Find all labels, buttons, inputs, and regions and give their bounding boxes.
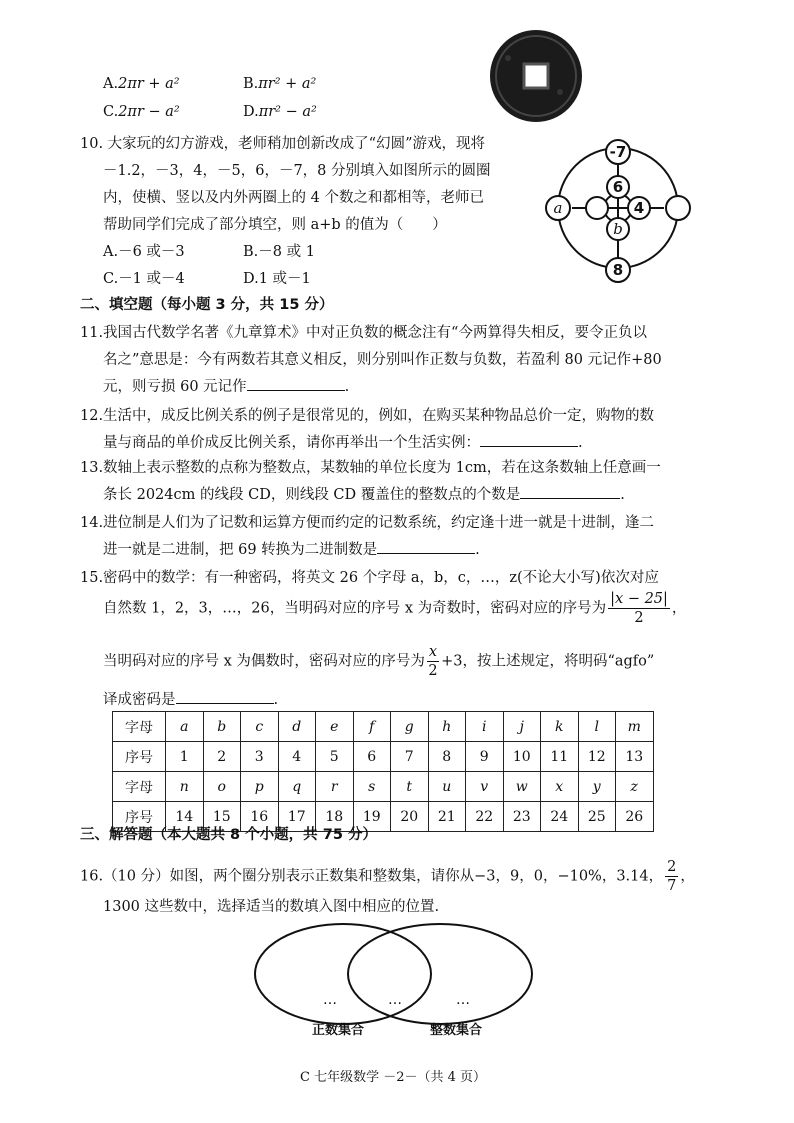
table-cell: 23	[503, 802, 541, 832]
label-inner-bottom: b	[613, 220, 623, 238]
label-bottom: 8	[612, 261, 624, 279]
label-left: a	[553, 199, 563, 217]
q14-line2: 进一就是二进制，把 69 转换为二进制数是 .	[103, 538, 480, 559]
q9-option-d: D.πr² − a²	[243, 104, 317, 120]
table-cell: 18	[316, 802, 354, 832]
venn-left-label: 正数集合	[311, 1023, 365, 1038]
letter-header: 字母	[113, 712, 166, 742]
q15-line4: 译成密码是 .	[103, 688, 278, 709]
q9-option-c: C.2πr − a²	[103, 104, 180, 120]
table-cell: 16	[241, 802, 279, 832]
q12-line1: 12.生活中，成反比例关系的例子是很常见的，例如，在购买某种物品总价一定，购物的数	[80, 408, 655, 424]
q11-line3: 元，则亏损 60 元记作 .	[103, 375, 349, 396]
table-cell: s	[353, 772, 391, 802]
venn-right-label: 整数集合	[429, 1023, 483, 1038]
q16-line1: 16.（10 分）如图，两个圈分别表示正数集和整数集，请你从−3，9，0，−10%，3.14， $\frac{2}{7}$ ，	[80, 859, 695, 894]
table-cell: n	[166, 772, 204, 802]
q13-line1: 13.数轴上表示整数的点称为整数点，某数轴的单位长度为 1cm，若在这条数轴上任意画一	[80, 460, 661, 476]
label-top: -7	[609, 143, 627, 161]
table-cell: w	[503, 772, 541, 802]
table-cell: 12	[578, 742, 616, 772]
table-cell: h	[428, 712, 466, 742]
q11-line2: 名之”意思是：今有两数若其意义相反，则分别叫作正数与负数，若盈利 80 元记作+80	[103, 352, 662, 368]
table-cell: t	[391, 772, 429, 802]
table-cell: l	[578, 712, 616, 742]
q10-option-d: D.1 或－1	[243, 271, 311, 287]
label-inner-right: 4	[633, 199, 645, 217]
table-cell: q	[278, 772, 316, 802]
table-cell: 22	[466, 802, 504, 832]
table-cell: c	[241, 712, 279, 742]
table-cell: o	[203, 772, 241, 802]
q14-answer-blank[interactable]	[377, 539, 475, 554]
q10-line4: 帮助同学们完成了部分填空，则 a+b 的值为（ ）	[103, 217, 447, 233]
positive-set-ellipse	[255, 924, 431, 1024]
q15-line1: 15.密码中的数学：有一种密码，将英文 26 个字母 a，b，c，…，z(不论大小写)依次对应	[80, 570, 659, 586]
table-cell: b	[203, 712, 241, 742]
table-cell: e	[316, 712, 354, 742]
table-cell: d	[278, 712, 316, 742]
magic-circle-diagram	[538, 136, 698, 290]
section2-title: 二、填空题（每小题 3 分，共 15 分）	[80, 297, 334, 313]
table-cell: y	[578, 772, 616, 802]
venn-diagram	[250, 918, 540, 1040]
q12-line2: 量与商品的单价成反比例关系，请你再举出一个生活实例： .	[103, 431, 583, 452]
q10-line1: 10. 大家玩的幻方游戏，老师稍加创新改成了“幻圆”游戏，现将	[80, 136, 485, 152]
table-cell: 4	[278, 742, 316, 772]
table-cell: r	[316, 772, 354, 802]
table-cell: 11	[541, 742, 579, 772]
table-cell: 13	[616, 742, 654, 772]
q10-option-b: B.－8 或 1	[243, 244, 315, 260]
table-cell: 21	[428, 802, 466, 832]
table-cell: 20	[391, 802, 429, 832]
table-cell: 19	[353, 802, 391, 832]
q15-fraction-odd: $\frac{|x - 25|}{2}$	[610, 591, 668, 626]
table-cell: i	[466, 712, 504, 742]
table-row-numbers-1	[113, 742, 654, 772]
table-cell: j	[503, 712, 541, 742]
q10-option-a: A.－6 或－3	[103, 244, 185, 260]
q14-line1: 14.进位制是人们为了记数和运算方便而约定的记数系统，约定逢十进一就是十进制，逢二	[80, 515, 655, 531]
q10-line2: －1.2，－3，4，－5，6，－7，8 分别填入如图所示的圆圈	[103, 163, 491, 179]
q15-line3: 当明码对应的序号 x 为偶数时，密码对应的序号为 $\frac{x}{2}$ +3，按上述规定，将明码“agfo”	[103, 644, 655, 679]
page-footer: C 七年级数学 －2－（共 4 页）	[300, 1070, 487, 1085]
table-cell: 26	[616, 802, 654, 832]
q10-line3: 内，使横、竖以及内外两圈上的 4 个数之和都相等，老师已	[103, 190, 484, 206]
circle-right	[666, 196, 690, 220]
q15-line2: 自然数 1，2，3，…，26，当明码对应的序号 x 为奇数时，密码对应的序号为 $\frac{|x - 25|}{2}$ ，	[103, 591, 687, 626]
venn-mid-dots: …	[388, 992, 402, 1008]
number-header: 序号	[113, 742, 166, 772]
ancient-coin-image	[488, 28, 584, 124]
table-cell: 9	[466, 742, 504, 772]
table-cell: 5	[316, 742, 354, 772]
table-cell: 14	[166, 802, 204, 832]
q16-fraction: $\frac{2}{7}$	[667, 859, 677, 894]
venn-right-dots: …	[456, 992, 470, 1008]
q11-line1: 11.我国古代数学名著《九章算术》中对正负数的概念注有“今两算得失相反，要令正负以	[80, 325, 647, 341]
table-cell: 25	[578, 802, 616, 832]
table-cell: f	[353, 712, 391, 742]
table-cell: 1	[166, 742, 204, 772]
q15-fraction-even: $\frac{x}{2}$	[428, 644, 438, 679]
letter-number-table	[112, 711, 654, 832]
q10-option-c: C.－1 或－4	[103, 271, 185, 287]
table-cell: 3	[241, 742, 279, 772]
table-cell: m	[616, 712, 654, 742]
table-cell: 8	[428, 742, 466, 772]
q16-line2: 1300 这些数中，选择适当的数填入图中相应的位置.	[103, 899, 440, 915]
circle-inner-left	[586, 197, 608, 219]
table-row-letters-1	[113, 712, 654, 742]
letter-header: 字母	[113, 772, 166, 802]
q9-option-a: A.2πr + a²	[103, 76, 180, 92]
table-cell: p	[241, 772, 279, 802]
q13-line2: 条长 2024cm 的线段 CD，则线段 CD 覆盖住的整数点的个数是 .	[103, 483, 625, 504]
integer-set-ellipse	[348, 924, 532, 1024]
table-cell: z	[616, 772, 654, 802]
label-inner-top: 6	[612, 178, 624, 196]
table-cell: v	[466, 772, 504, 802]
table-cell: u	[428, 772, 466, 802]
q15-answer-blank[interactable]	[176, 689, 274, 704]
table-cell: g	[391, 712, 429, 742]
q11-answer-blank[interactable]	[247, 376, 345, 391]
table-cell: 17	[278, 802, 316, 832]
table-cell: 10	[503, 742, 541, 772]
table-cell: 15	[203, 802, 241, 832]
q9-option-b: B.πr² + a²	[243, 76, 317, 92]
venn-left-dots: …	[323, 992, 337, 1008]
q13-answer-blank[interactable]	[520, 484, 620, 499]
table-cell: 24	[541, 802, 579, 832]
table-row-letters-2	[113, 772, 654, 802]
q12-answer-blank[interactable]	[480, 432, 578, 447]
table-cell: 6	[353, 742, 391, 772]
table-cell: 2	[203, 742, 241, 772]
table-cell: 7	[391, 742, 429, 772]
number-header: 序号	[113, 802, 166, 832]
table-cell: k	[541, 712, 579, 742]
table-cell: a	[166, 712, 204, 742]
table-cell: x	[541, 772, 579, 802]
section3-title: 三、解答题（本大题共 8 个小题，共 75 分）	[80, 827, 377, 843]
